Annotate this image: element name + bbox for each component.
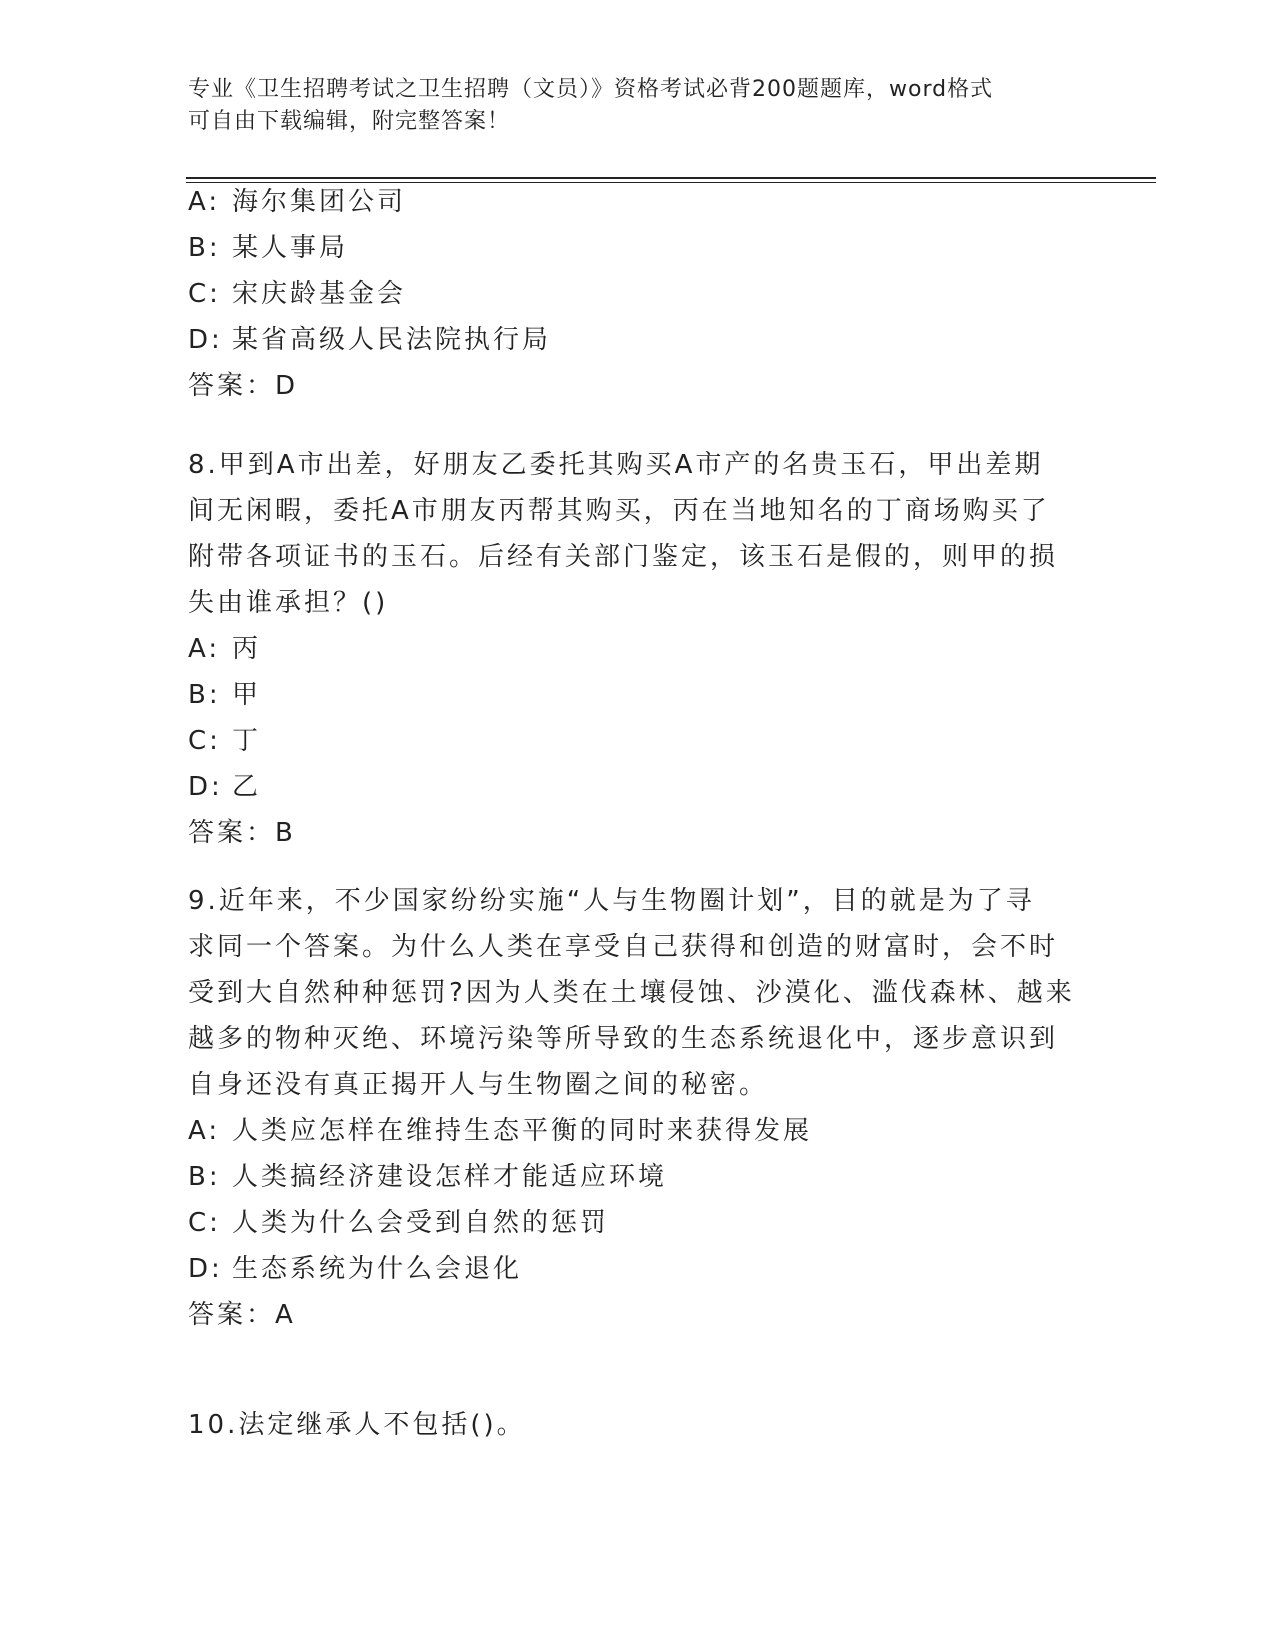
option-letter: A: [188,634,221,664]
question-line: 8.甲到A市出差，好朋友乙委托其购买A市产的名贵玉石，甲出差期 [188,450,1044,480]
option-letter: C: [188,726,221,756]
question-line: 9.近年来，不少国家纷纷实施“人与生物圈计划”，目的就是为了寻 [188,886,1035,916]
question-8-block [188,442,1088,856]
option-letter: C: [188,279,221,309]
question-7-block [188,179,1088,409]
option-text: 人类为什么会受到自然的惩罚 [232,1208,610,1238]
option-b [188,225,1088,271]
option-text: 生态系统为什么会退化 [232,1254,523,1284]
option-d [188,764,1088,810]
option-letter: B: [188,233,221,263]
option-a [188,626,1088,672]
option-text: 某人事局 [232,233,349,263]
question-line: 求同一个答案。为什么人类在享受自己获得和创造的财富时，会不时 [188,932,1059,962]
question-line: 10.法定继承人不包括()。 [188,1410,526,1440]
question-10-block [188,1402,1088,1448]
option-letter: D: [188,1254,223,1284]
option-letter: D: [188,772,223,802]
question-line: 附带各项证书的玉石。后经有关部门鉴定，该玉石是假的，则甲的损 [188,542,1059,572]
option-a [188,1108,1088,1154]
option-d [188,1246,1088,1292]
option-text: 人类应怎样在维持生态平衡的同时来获得发展 [232,1116,813,1146]
question-line: 受到大自然种种惩罚?因为人类在土壤侵蚀、沙漠化、滥伐森林、越来 [188,978,1075,1008]
question-line: 自身还没有真正揭开人与生物圈之间的秘密。 [188,1070,769,1100]
option-letter: C: [188,1208,221,1238]
question-stem [188,1402,1088,1448]
option-letter: B: [188,1162,221,1192]
header-line-1: 专业《卫生招聘考试之卫生招聘（文员）》资格考试必背200题题库，word格式 [188,77,994,102]
option-c [188,1200,1088,1246]
question-9-block [188,878,1088,1338]
option-letter: A: [188,1116,221,1146]
option-c [188,718,1088,764]
question-stem [188,442,1088,626]
option-text: 海尔集团公司 [232,187,407,217]
option-letter: A: [188,187,221,217]
answer-line: 答案：B [188,818,296,848]
option-text: 乙 [232,772,262,802]
option-b [188,1154,1088,1200]
question-line: 越多的物种灭绝、环境污染等所导致的生态系统退化中，逐步意识到 [188,1024,1059,1054]
answer-line: 答案：A [188,1300,296,1330]
header-line-2: 可自由下载编辑，附完整答案！ [188,109,511,134]
option-text: 宋庆龄基金会 [232,279,407,309]
option-text: 人类搞经济建设怎样才能适应环境 [232,1162,668,1192]
option-letter: D: [188,325,223,355]
option-letter: B: [188,680,221,710]
document-header [188,74,1068,138]
option-text: 甲 [232,680,262,710]
option-c [188,271,1088,317]
question-line: 失由谁承担？() [188,588,389,618]
option-text: 丙 [232,634,262,664]
option-text: 某省高级人民法院执行局 [232,325,552,355]
option-a [188,179,1088,225]
question-stem [188,878,1088,1108]
option-text: 丁 [232,726,262,756]
question-line: 间无闲暇，委托A市朋友丙帮其购买，丙在当地知名的丁商场购买了 [188,496,1050,526]
option-b [188,672,1088,718]
option-d [188,317,1088,363]
answer-line: 答案：D [188,371,299,401]
